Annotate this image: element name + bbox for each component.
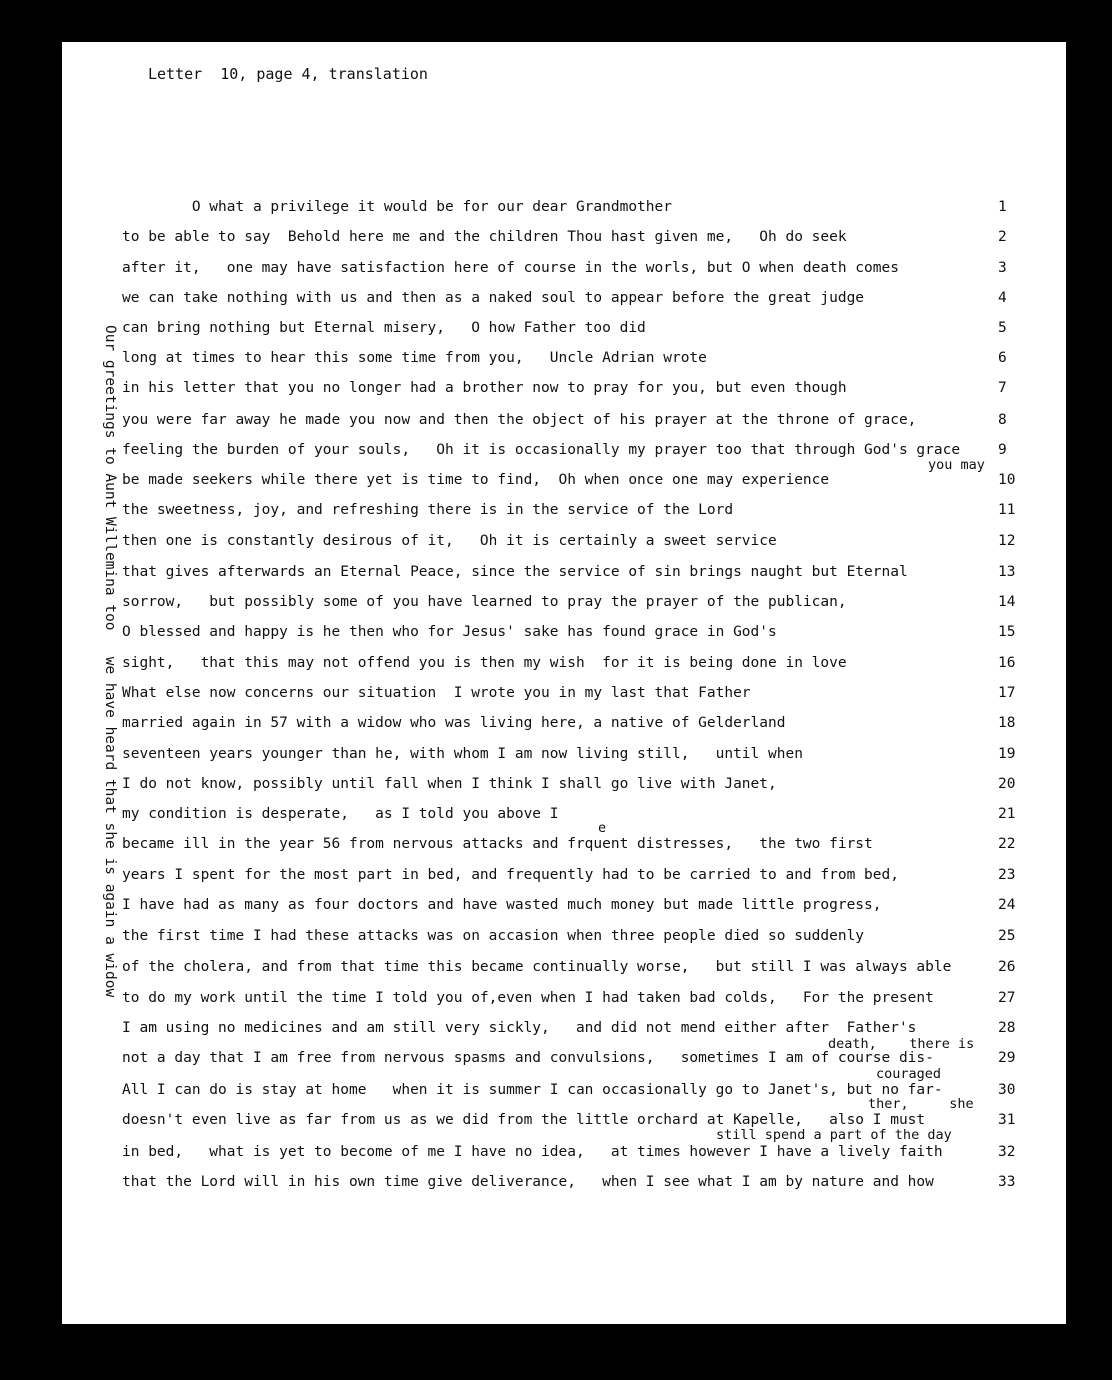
text-line: I am using no medicines and am still very sickly, and did not mend either after Father's (122, 1020, 917, 1036)
line-number: 7 (998, 380, 1007, 396)
text-line: in his letter that you no longer had a brother now to pray for you, but even though (122, 380, 847, 396)
margin-note: Our greetings to Aunt Willemina too we have heard that she is again a widow (102, 325, 118, 998)
insertion-death-there-is: death, there is (828, 1036, 975, 1052)
line-number: 21 (998, 806, 1016, 822)
text-line: O what a privilege it would be for our dear Grandmother (122, 199, 672, 215)
line-number: 24 (998, 897, 1016, 913)
text-line: years I spent for the most part in bed, and frequently had to be carried to and from bed, (122, 867, 899, 883)
text-line: long at times to hear this some time from you, Uncle Adrian wrote (122, 350, 707, 366)
line-number: 10 (998, 472, 1016, 488)
line-number: 16 (998, 655, 1016, 671)
insertion-still-spend: still spend a part of the day (716, 1127, 952, 1143)
line-number: 33 (998, 1174, 1016, 1190)
text-line: can bring nothing but Eternal misery, O how Father too did (122, 320, 646, 336)
line-number: 22 (998, 836, 1016, 852)
text-line: doesn't even live as far from us as we did from the little orchard at Kapelle, also I must (122, 1112, 926, 1128)
line-number: 26 (998, 959, 1016, 975)
text-line: then one is constantly desirous of it, Oh it is certainly a sweet service (122, 533, 777, 549)
text-line: to be able to say Behold here me and the children Thou hast given me, Oh do seek (122, 229, 847, 245)
line-number: 19 (998, 746, 1016, 762)
text-line: the first time I had these attacks was on accasion when three people died so suddenly (122, 928, 865, 944)
text-line: feeling the burden of your souls, Oh it is occasionally my prayer too that through God's grace (122, 442, 961, 458)
line-number: 32 (998, 1144, 1016, 1160)
text-line: O blessed and happy is he then who for Jesus' sake has found grace in God's (122, 624, 777, 640)
line-number: 30 (998, 1082, 1016, 1098)
text-line: became ill in the year 56 from nervous attacks and frquent distresses, the two first (122, 836, 873, 852)
text-line: not a day that I am free from nervous spasms and convulsions, sometimes I am of course dis- (122, 1050, 934, 1066)
line-number: 14 (998, 594, 1016, 610)
line-number: 9 (998, 442, 1007, 458)
text-line: All I can do is stay at home when it is summer I can occasionally go to Janet's, but no far- (122, 1082, 943, 1098)
text-line: What else now concerns our situation I wrote you in my last that Father (122, 685, 751, 701)
text-line: that the Lord will in his own time give deliverance, when I see what I am by nature and how (122, 1174, 934, 1190)
line-number: 13 (998, 564, 1016, 580)
line-number: 12 (998, 533, 1016, 549)
text-line: I do not know, possibly until fall when I think I shall go live with Janet, (122, 776, 777, 792)
line-number: 15 (998, 624, 1016, 640)
text-line: to do my work until the time I told you of,even when I had taken bad colds, For the present (122, 990, 934, 1006)
text-line: married again in 57 with a widow who was living here, a native of Gelderland (122, 715, 786, 731)
text-line: sight, that this may not offend you is then my wish for it is being done in love (122, 655, 847, 671)
text-line: after it, one may have satisfaction here of course in the worls, but O when death comes (122, 260, 899, 276)
text-line: the sweetness, joy, and refreshing there is in the service of the Lord (122, 502, 734, 518)
text-line: you were far away he made you now and then the object of his prayer at the throne of grace, (122, 412, 917, 428)
line-number: 29 (998, 1050, 1016, 1066)
line-number: 2 (998, 229, 1007, 245)
page-header: Letter 10, page 4, translation (148, 65, 428, 83)
line-number: 20 (998, 776, 1016, 792)
text-line: be made seekers while there yet is time to find, Oh when once one may experience (122, 472, 830, 488)
line-number: 31 (998, 1112, 1016, 1128)
text-line: that gives afterwards an Eternal Peace, since the service of sin brings naught but Eternal (122, 564, 908, 580)
text-line: sorrow, but possibly some of you have learned to pray the prayer of the publican, (122, 594, 847, 610)
text-line: in bed, what is yet to become of me I have no idea, at times however I have a lively faith (122, 1144, 943, 1160)
text-line: my condition is desperate, as I told you above I (122, 806, 559, 822)
line-number: 23 (998, 867, 1016, 883)
insertion-couraged: couraged (876, 1066, 942, 1082)
line-number: 17 (998, 685, 1016, 701)
line-number: 1 (998, 199, 1007, 215)
line-number: 25 (998, 928, 1016, 944)
line-number: 27 (998, 990, 1016, 1006)
line-number: 11 (998, 502, 1016, 518)
line-number: 8 (998, 412, 1007, 428)
line-number: 3 (998, 260, 1007, 276)
insertion-you-may: you may (928, 457, 985, 473)
line-number: 5 (998, 320, 1007, 336)
text-line: seventeen years younger than he, with whom I am now living still, until when (122, 746, 803, 762)
line-number: 28 (998, 1020, 1016, 1036)
text-line: I have had as many as four doctors and have wasted much money but made little progress, (122, 897, 882, 913)
line-number: 6 (998, 350, 1007, 366)
text-line: we can take nothing with us and then as a naked soul to appear before the great judge (122, 290, 865, 306)
insertion-ther-she: ther, she (868, 1096, 974, 1112)
insertion-e: e (598, 820, 607, 836)
line-number: 4 (998, 290, 1007, 306)
text-line: of the cholera, and from that time this became continually worse, but still I was always able (122, 959, 952, 975)
line-number: 18 (998, 715, 1016, 731)
